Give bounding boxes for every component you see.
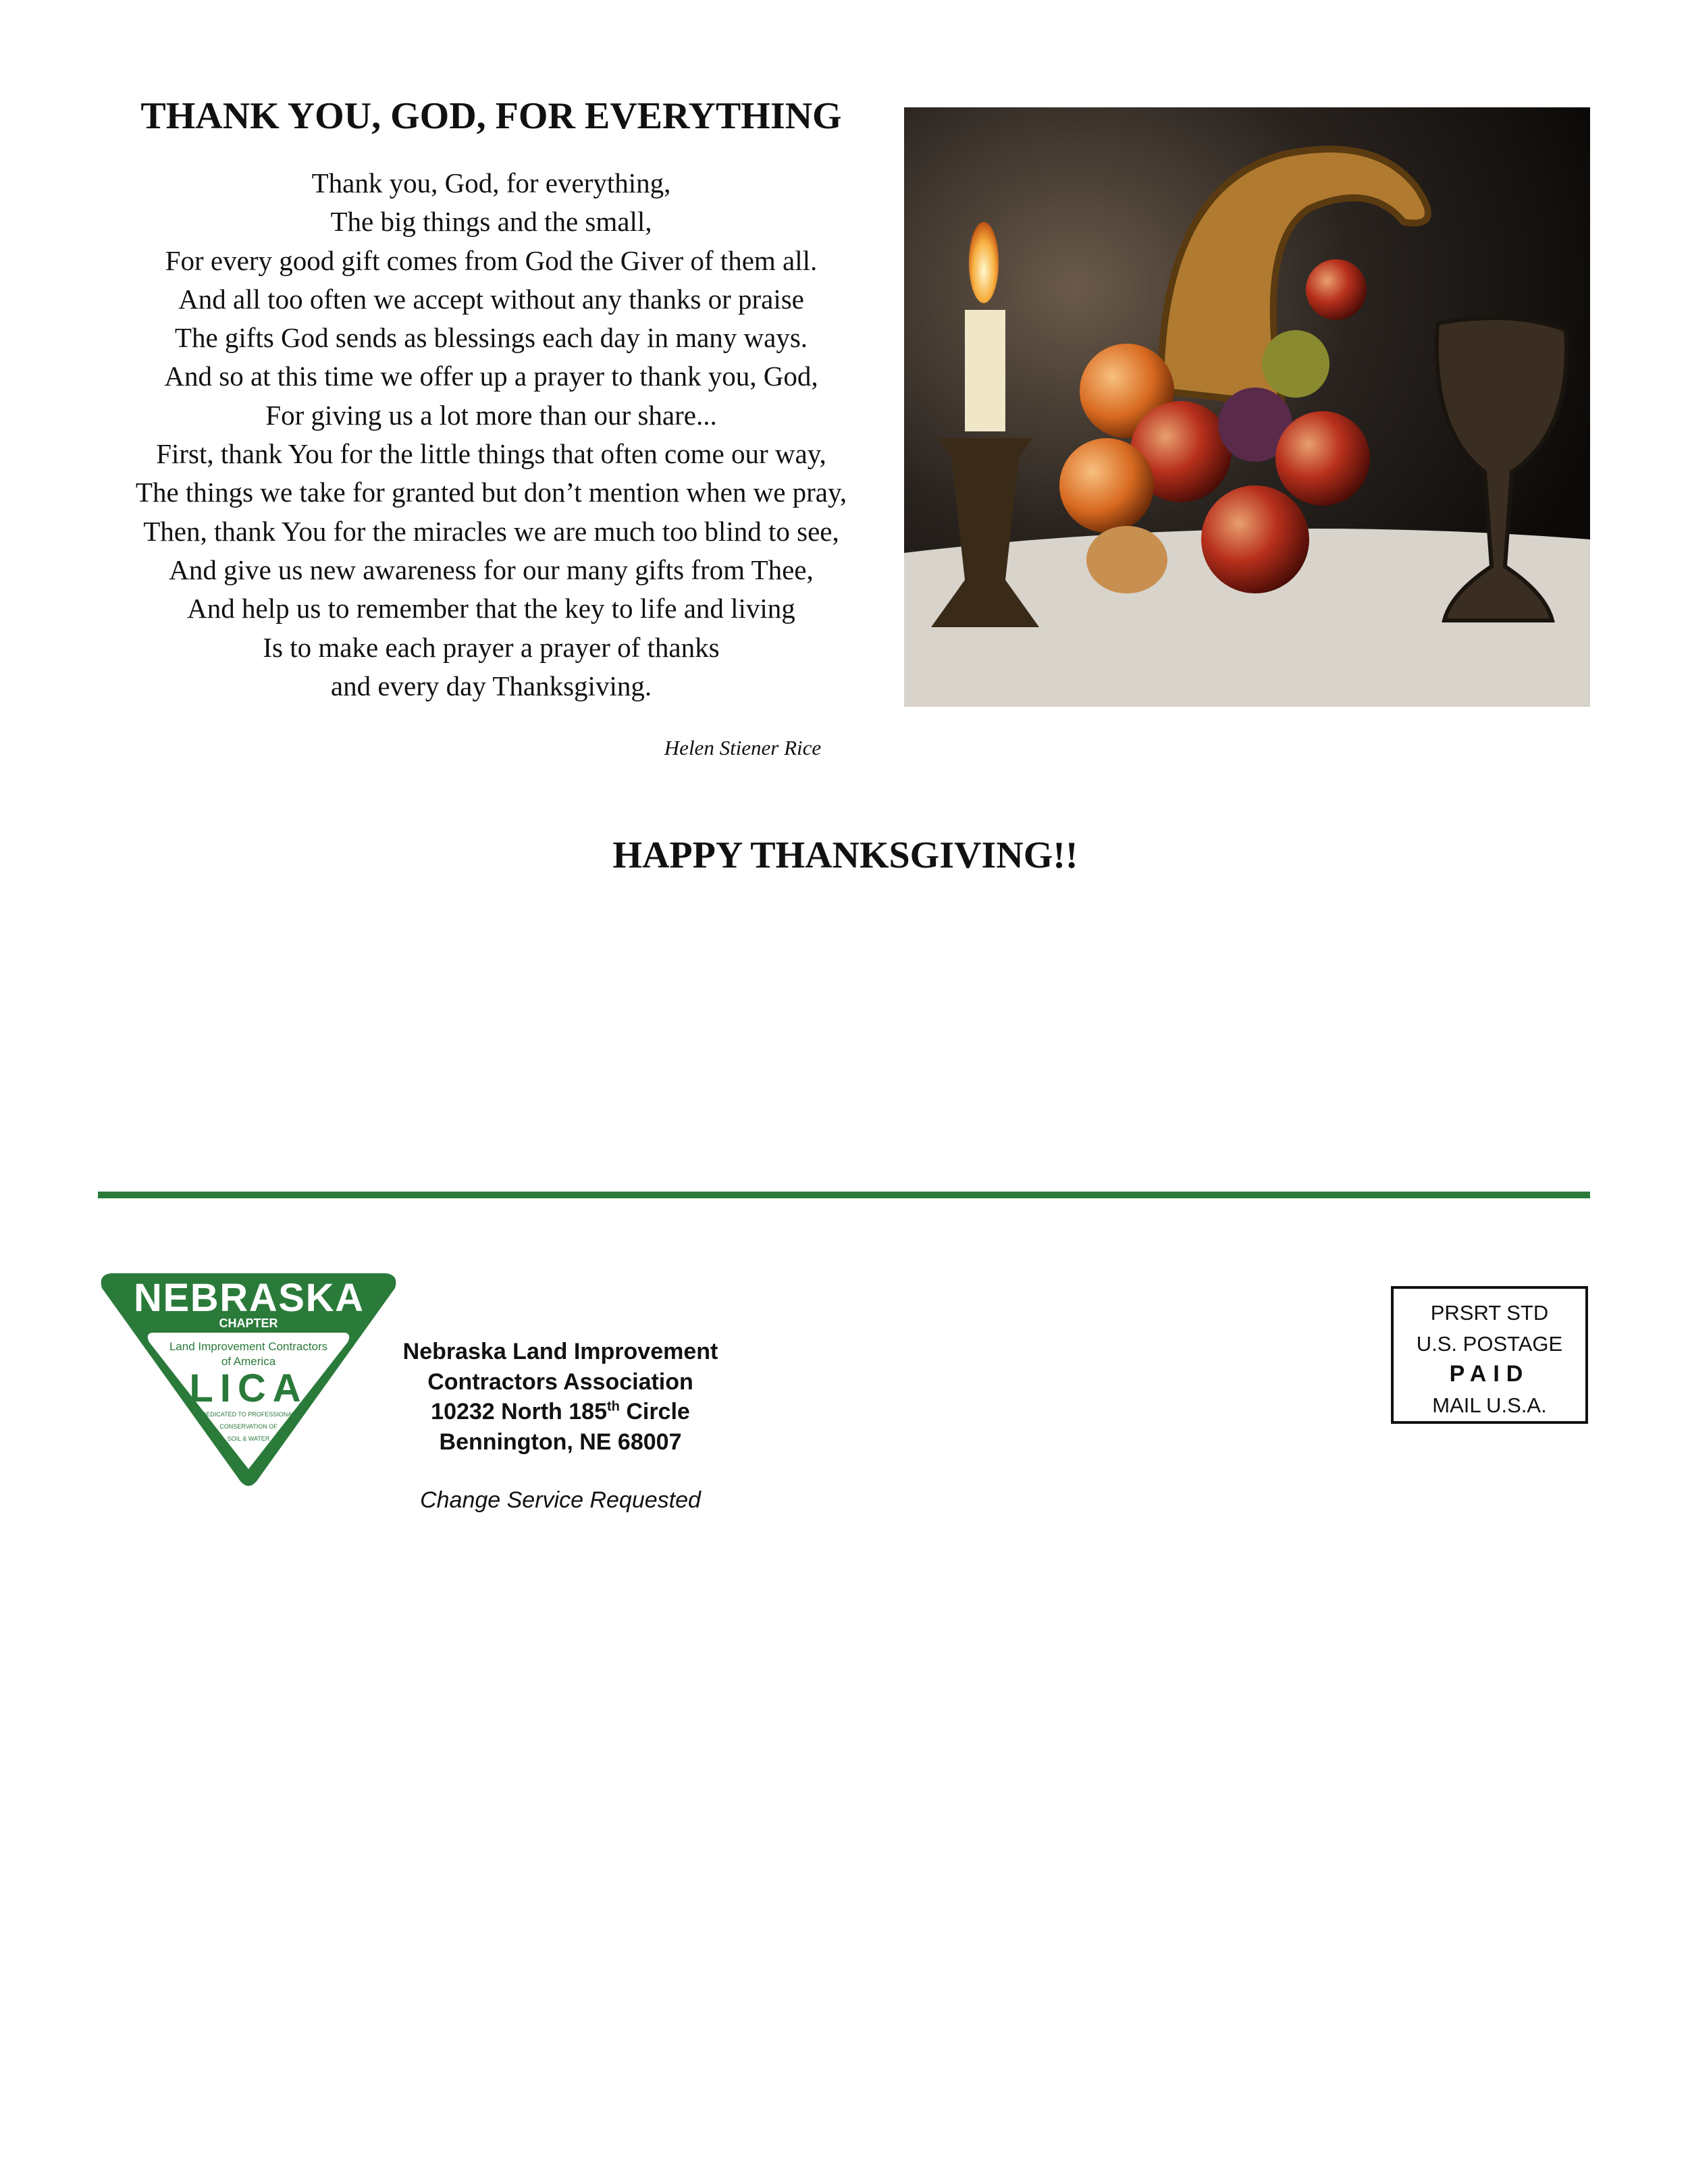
address-line-2: Contractors Association [427, 1368, 693, 1395]
postage-line-1: PRSRT STD [1430, 1301, 1549, 1325]
green-divider [98, 1192, 1590, 1198]
postage-paid: PAID [1449, 1361, 1530, 1387]
logo-motto-3: SOIL & WATER [227, 1435, 270, 1442]
logo-nebraska-text: NEBRASKA [134, 1276, 363, 1320]
poem-line: First, thank You for the little things that often come our way, [156, 438, 826, 470]
postage-line-2: U.S. POSTAGE [1416, 1331, 1563, 1356]
cornucopia-candle-image [904, 107, 1590, 707]
poem-line: And so at this time we offer up a prayer to thank you, God, [164, 361, 818, 392]
poem-title: THANK YOU, GOD, FOR EVERYTHING [140, 95, 842, 137]
postage-indicia [1391, 1286, 1588, 1424]
logo-chapter-text: CHAPTER [219, 1316, 278, 1330]
nebraska-lica-logo [98, 1273, 399, 1489]
poem-line: Thank you, God, for everything, [311, 167, 671, 198]
poem-line: And help us to remember that the key to life and living [187, 593, 795, 624]
poem-author: Helen Stiener Rice [664, 736, 822, 760]
postage-line-4: MAIL U.S.A. [1432, 1393, 1547, 1417]
poem-line: The big things and the small, [330, 206, 652, 238]
address-city: Bennington, NE 68007 [439, 1429, 682, 1455]
happy-thanksgiving-heading: HAPPY THANKSGIVING!! [612, 834, 1078, 876]
poem-line: The things we take for granted but don’t mention when we pray, [135, 477, 847, 508]
street-number: 10232 North 185 [431, 1399, 607, 1424]
logo-motto-1: DEDICATED TO PROFESSIONAL [201, 1411, 296, 1418]
poem-line: And give us new awareness for our many gifts from Thee, [169, 554, 814, 585]
address-street [378, 1397, 743, 1427]
poem-line: For giving us a lot more than our share... [265, 399, 717, 431]
street-name: Circle [619, 1399, 690, 1424]
poem-line: And all too often we accept without any thanks or praise [178, 283, 804, 315]
poem-line: Then, thank You for the miracles we are much too blind to see, [143, 515, 839, 547]
poem-line: The gifts God sends as blessings each day in many ways. [174, 322, 808, 354]
return-address [378, 1337, 743, 1457]
logo-motto-2: CONSERVATION OF [219, 1423, 278, 1430]
logo-lica-text: LICA [189, 1366, 308, 1410]
logo-org2-text: of America [221, 1355, 276, 1368]
address-line-1: Nebraska Land Improvement [402, 1339, 718, 1364]
logo-org-text: Land Improvement Contractors [169, 1340, 328, 1353]
poem-body [68, 164, 915, 705]
change-service-requested: Change Service Requested [420, 1487, 701, 1513]
poem-line: Is to make each prayer a prayer of thanks [263, 631, 720, 663]
poem-line: and every day Thanksgiving. [330, 670, 652, 701]
poem-line: For every good gift comes from God the Giver of them all. [165, 244, 818, 276]
street-suffix: th [606, 1399, 620, 1414]
